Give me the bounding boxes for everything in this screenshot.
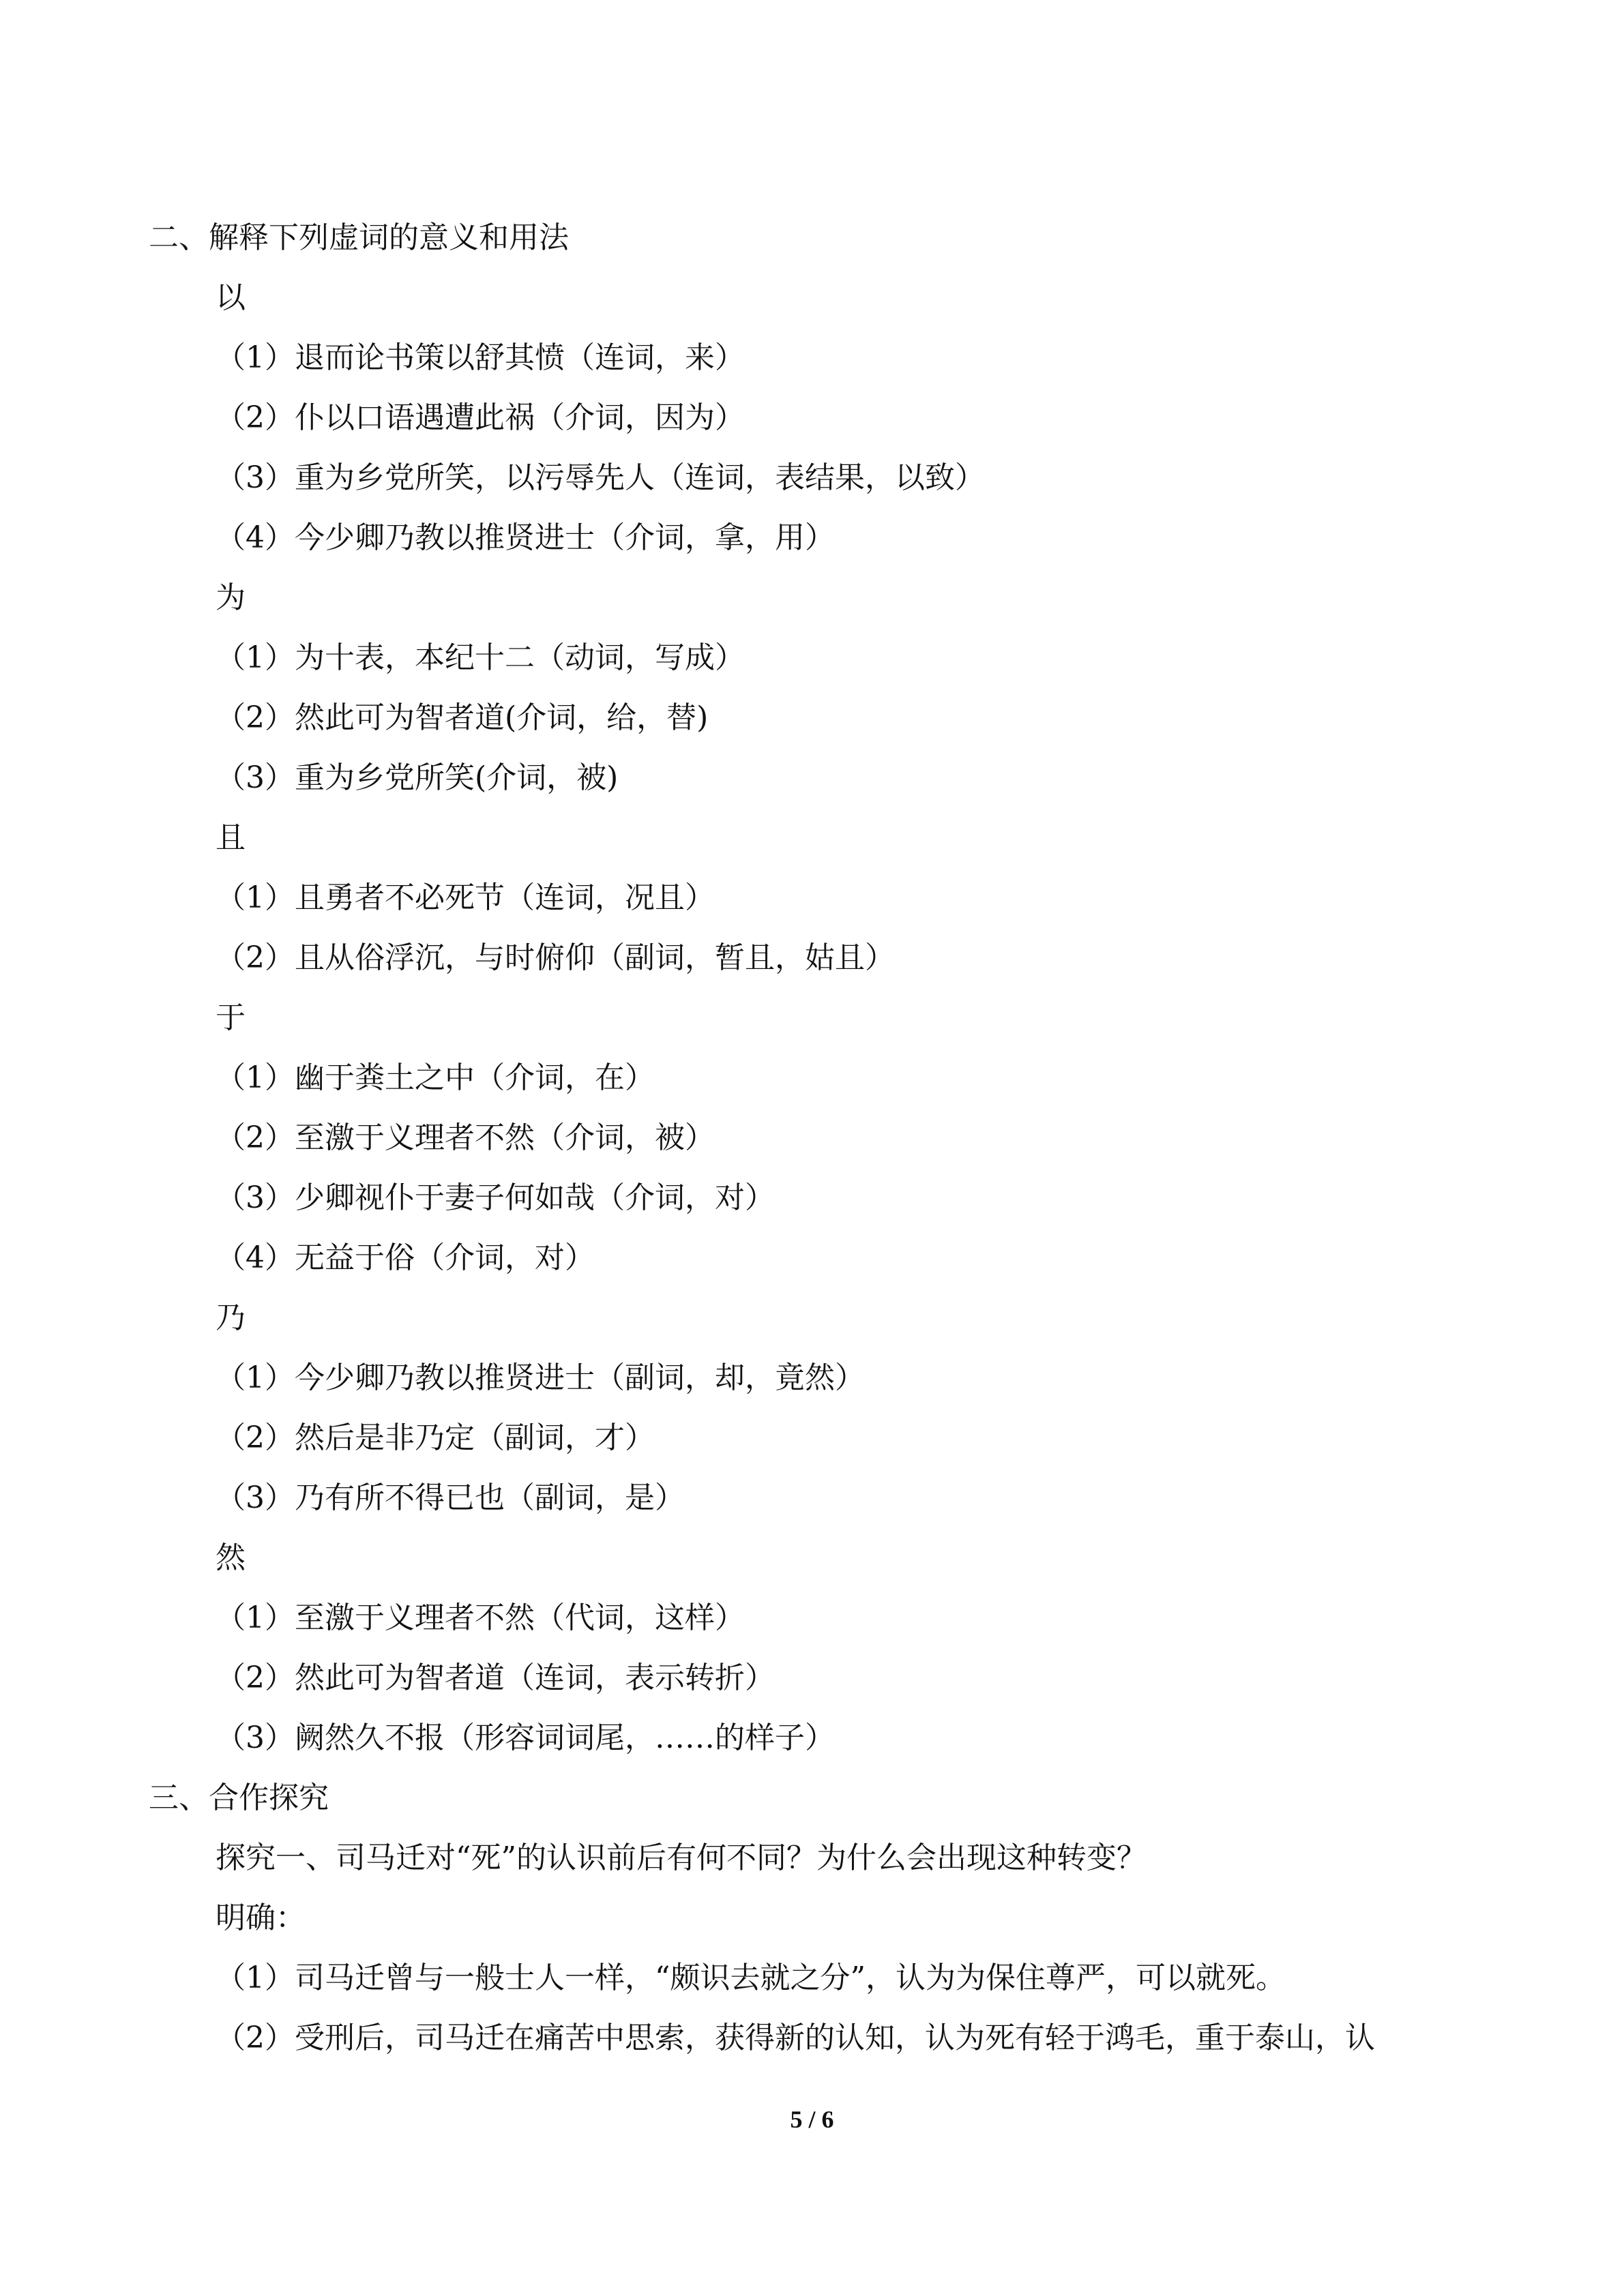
usage-item: （1）幽于粪土之中（介词，在） xyxy=(216,1060,655,1095)
usage-item: （4）无益于俗（介词，对） xyxy=(216,1240,595,1275)
usage-item: （1）今少卿乃教以推贤进士（副词，却，竟然） xyxy=(216,1360,865,1395)
usage-item: （1）为十表，本纪十二（动词，写成） xyxy=(216,640,745,675)
section-heading: 三、合作探究 xyxy=(149,1780,329,1815)
usage-item: （2）至激于义理者不然（介词，被） xyxy=(216,1120,715,1155)
usage-item: （2）然此可为智者道(介词，给，替) xyxy=(216,700,709,735)
usage-item: （4）今少卿乃教以推贤进士（介词，拿，用） xyxy=(216,520,835,555)
usage-item: （2）仆以口语遇遭此祸（介词，因为） xyxy=(216,400,745,435)
function-word-heading: 且 xyxy=(216,820,246,855)
usage-item: （3）乃有所不得已也（副词，是） xyxy=(216,1480,685,1515)
document-body xyxy=(0,208,1624,2068)
usage-item: （2）然后是非乃定（副词，才） xyxy=(216,1420,655,1455)
usage-item: （2）然此可为智者道（连词，表示转折） xyxy=(216,1660,775,1695)
function-word-heading: 然 xyxy=(216,1540,246,1575)
usage-item: （2）且从俗浮沉，与时俯仰（副词，暂且，姑且） xyxy=(216,940,895,975)
function-word-heading: 乃 xyxy=(216,1300,246,1335)
function-word-heading: 为 xyxy=(216,580,246,615)
answer-point: （1）司马迁曾与一般士人一样，“颇识去就之分”，认为为保住尊严，可以就死。 xyxy=(216,1960,1286,1995)
usage-item: （3）重为乡党所笑(介词，被) xyxy=(216,760,619,795)
section-heading: 二、解释下列虚词的意义和用法 xyxy=(149,220,569,255)
answer-label: 明确： xyxy=(216,1900,306,1935)
usage-item: （1）至激于义理者不然（代词，这样） xyxy=(216,1600,745,1635)
function-word-heading: 于 xyxy=(216,1000,246,1035)
answer-point: （2）受刑后，司马迁在痛苦中思索，获得新的认知，认为死有轻于鸿毛，重于泰山，认 xyxy=(216,2021,1375,2055)
usage-item: （3）阙然久不报（形容词词尾，……的样子） xyxy=(216,1720,835,1755)
usage-item: （1）退而论书策以舒其愤（连词，来） xyxy=(216,340,745,375)
usage-item: （3）重为乡党所笑，以污辱先人（连词，表结果，以致） xyxy=(216,460,985,495)
page-number: 5 / 6 xyxy=(790,2106,834,2133)
usage-item: （1）且勇者不必死节（连词，况且） xyxy=(216,880,715,915)
usage-item: （3）少卿视仆于妻子何如哉（介词，对） xyxy=(216,1180,775,1215)
discussion-question: 探究一、司马迁对“死”的认识前后有何不同？为什么会出现这种转变？ xyxy=(216,1840,1147,1875)
function-word-heading: 以 xyxy=(216,280,246,315)
